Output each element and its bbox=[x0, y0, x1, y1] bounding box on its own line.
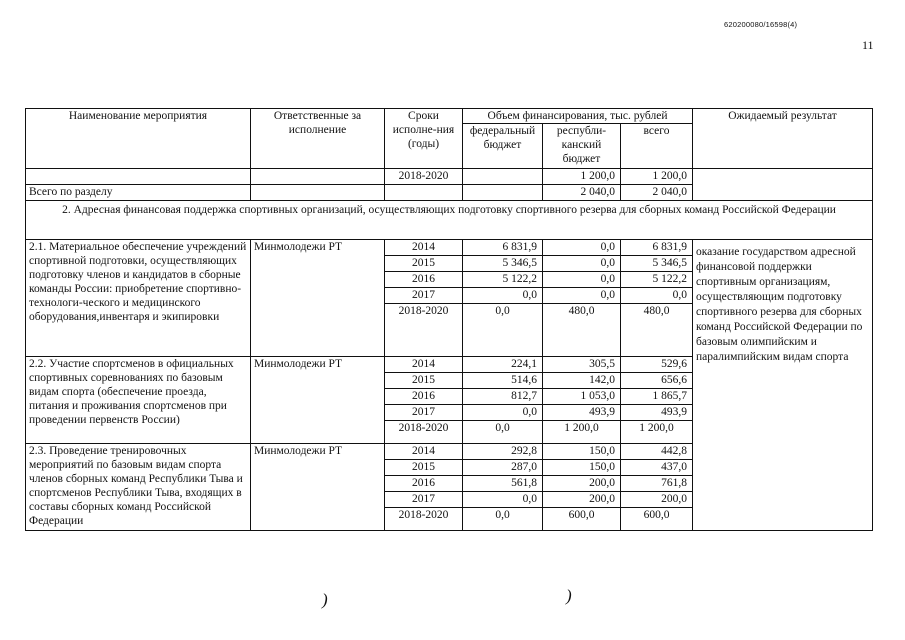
section-total-label: Всего по разделу bbox=[26, 185, 251, 201]
table-row: 2018-2020 0,0 600,0 600,0 bbox=[26, 508, 873, 531]
table-row: 2015 514,6 142,0 656,6 bbox=[26, 373, 873, 389]
col-result-header: Ожидаемый результат bbox=[693, 109, 873, 169]
table-row: 2017 0,0 200,0 200,0 bbox=[26, 492, 873, 508]
section2-title-row bbox=[26, 201, 873, 240]
col-funding-header: Объем финансирования, тыс. рублей bbox=[463, 109, 693, 124]
carry-total: 1 200,0 bbox=[621, 169, 693, 185]
table-row: 2.2. Участие спортсменов в официальных спортивных соревнованиях по базовым видам спорта (обеспечение проезда, питания и проживания спортсменов при проведении первенств России) Минмолодежи РТ 2014 224,1 305,5 529,6 bbox=[26, 357, 873, 373]
item-2-3-name: 2.3. Проведение тренировочных мероприятий по базовым видам спорта членов сборных команд Республики Тыва и спортсменов Республики Тыва, входящих в составы сборных команд Российской Федерации bbox=[26, 444, 251, 531]
col-name-header: Наименование мероприятия bbox=[26, 109, 251, 169]
col-federal-header: федеральный бюджет bbox=[463, 124, 543, 169]
table-row: 2018-2020 0,0 480,0 480,0 bbox=[26, 304, 873, 357]
section-total-republic: 2 040,0 bbox=[543, 185, 621, 201]
page-number: 11 bbox=[862, 38, 874, 52]
expected-result: оказание государством адресной финансовой поддержки спортивным организациям, осуществляющим подготовку спортивного резерва для сборных команд Российской Федерации по базовым олимпийским и паралимпийским видам спорта bbox=[693, 240, 873, 531]
table-row: 2.3. Проведение тренировочных мероприятий по базовым видам спорта членов сборных команд Республики Тыва и спортсменов Республики Тыва, входящих в составы сборных команд Российской Федерации Минмолодежи РТ 2014 292,8 150,0 442,8 bbox=[26, 444, 873, 460]
col-republic-header: республи-канский бюджет bbox=[543, 124, 621, 169]
carry-federal bbox=[463, 169, 543, 185]
section2-title: 2. Адресная финансовая поддержка спортивных организаций, осуществляющих подготовку спортивного резерва для сборных команд Российской Федерации bbox=[26, 201, 873, 240]
document-id: 620200080/16598(4) bbox=[724, 20, 798, 29]
table-row: 2.1. Материальное обеспечение учреждений спортивной подготовки, осуществляющих подготовку членов и кандидатов в сборные команды России: приобретение спортивно-технологи-ческого и медицинского оборудования,инвентаря и экипировки Минмолодежи РТ 2014 6 831,9 0,0 6 831,9 оказание государством адресной финансовой поддержки спортивным организациям, осуществляющим подготовку спортивного резерва для сборных команд Российской Федерации по базовым олимпийским и паралимпийским видам спорта bbox=[26, 240, 873, 256]
table-row: 2015 287,0 150,0 437,0 bbox=[26, 460, 873, 476]
carry-year: 2018-2020 bbox=[385, 169, 463, 185]
handwritten-mark: ) bbox=[322, 590, 328, 609]
table-row: 2017 0,0 0,0 0,0 bbox=[26, 288, 873, 304]
item-2-2-name: 2.2. Участие спортсменов в официальных спортивных соревнованиях по базовым видам спорта (обеспечение проезда, питания и проживания спортсменов при проведении первенств России) bbox=[26, 357, 251, 444]
col-terms-header: Сроки исполне-ния (годы) bbox=[385, 109, 463, 169]
table-row: 2015 5 346,5 0,0 5 346,5 bbox=[26, 256, 873, 272]
item-2-2-responsible: Минмолодежи РТ bbox=[251, 357, 385, 444]
table-row: 2016 812,7 1 053,0 1 865,7 bbox=[26, 389, 873, 405]
section-total-total: 2 040,0 bbox=[621, 185, 693, 201]
table-row: 2016 561,8 200,0 761,8 bbox=[26, 476, 873, 492]
header-row bbox=[26, 109, 873, 124]
item-2-3-responsible: Минмолодежи РТ bbox=[251, 444, 385, 531]
carry-row bbox=[26, 169, 873, 185]
table-row: 2016 5 122,2 0,0 5 122,2 bbox=[26, 272, 873, 288]
handwritten-mark: ) bbox=[566, 586, 572, 605]
col-total-header: всего bbox=[621, 124, 693, 169]
table-row: 2017 0,0 493,9 493,9 bbox=[26, 405, 873, 421]
col-responsible-header: Ответственные за исполнение bbox=[251, 109, 385, 169]
item-2-1-name: 2.1. Материальное обеспечение учреждений спортивной подготовки, осуществляющих подготовку членов и кандидатов в сборные команды России: приобретение спортивно-технологи-ческого и медицинского оборудования,инвентаря и экипировки bbox=[26, 240, 251, 357]
table-row: 2018-2020 0,0 1 200,0 1 200,0 bbox=[26, 421, 873, 444]
item-2-1-responsible: Минмолодежи РТ bbox=[251, 240, 385, 357]
funding-table bbox=[25, 108, 873, 531]
section-total-federal bbox=[463, 185, 543, 201]
carry-republic: 1 200,0 bbox=[543, 169, 621, 185]
